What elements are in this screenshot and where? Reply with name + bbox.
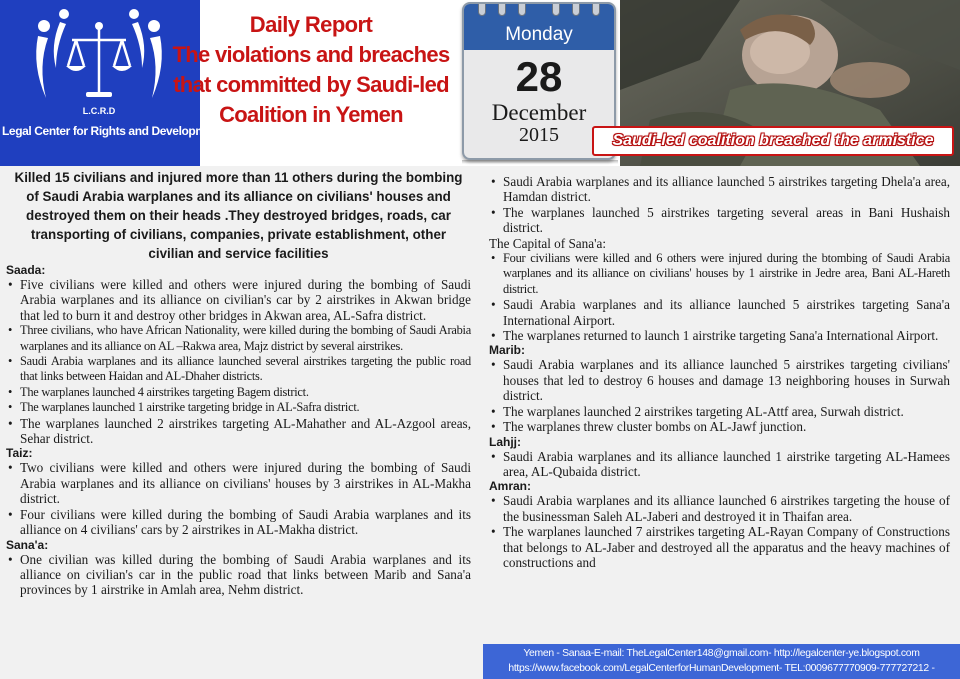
- list-item: • Saudi Arabia warplanes and its alliance launched 5 airstrikes targeting Dhela'a area, Hamdan district.: [489, 174, 950, 205]
- list-item: • Four civilians were killed during the bombing of Saudi Arabia warplanes and its alliance on 4 civilians' cars by 2 airstrikes in AL-Makha district.: [6, 507, 471, 538]
- capital-list: [489, 251, 950, 343]
- logo-text: L.C.R.D: [82, 106, 116, 116]
- list-item: • The warplanes launched 2 airstrikes targeting AL-Attf area, Surwah district.: [489, 404, 950, 419]
- list-item: • The warplanes launched 4 airstrikes targeting Bagem district.: [6, 385, 471, 400]
- footer-social-line: https://www.facebook.com/LegalCenterforHumanDevelopment- TEL:0009677770909-777727212 -: [508, 663, 935, 674]
- calendar-ring-icon: [592, 2, 600, 16]
- list-item: • Saudi Arabia warplanes and its alliance launched 6 airstrikes targeting the house of the businessman Saleh AL-Jaberi and destroyed it in Thaifan area.: [489, 493, 950, 524]
- saada-list: [6, 277, 471, 446]
- summary-text: Killed 15 civilians and injured more than 11 others during the bombing of Saudi Arabia warplanes and its alliance on civilians' houses and destroyed them on their heads .They destroyed bridges, roads, car transporting of civilians, companies, private establishment, other civilian and service facilities: [14, 170, 463, 261]
- list-item: • The warplanes launched 2 airstrikes targeting AL-Mahather and AL-Azgool areas, Sehar district.: [6, 416, 471, 447]
- section-title-lahjj: Lahjj:: [489, 434, 521, 449]
- section-title-taiz: Taiz:: [6, 446, 33, 461]
- calendar-ring-icon: [518, 2, 526, 16]
- photo-caption: Saudi-led coalition breached the armistice: [592, 126, 954, 156]
- calendar-shadow: [462, 160, 618, 164]
- section-title-amran: Amran:: [489, 479, 532, 494]
- list-item: • Saudi Arabia warplanes and its alliance launched 5 airstrikes targeting Sana'a International Airport.: [489, 297, 950, 328]
- organization-name: Legal Center for Rights and Development: [2, 124, 223, 138]
- list-item: • The warplanes launched 1 airstrike targeting bridge in AL-Safra district.: [6, 400, 471, 415]
- calendar-month: December: [491, 100, 587, 125]
- list-item: • Three civilians, who have African Nationality, were killed during the bombing of Saudi Arabia warplanes and its alliance on AL –Rakwa area, Majz district by several airstrikes.: [6, 323, 471, 354]
- lcrd-logo-icon: [24, 6, 174, 120]
- calendar-ring-icon: [498, 2, 506, 16]
- footer-contact-line: Yemen - Sanaa-E-mail: TheLegalCenter148@gmail.com- http://legalcenter-ye.blogspot.com: [523, 648, 920, 659]
- marib-list: [489, 357, 950, 434]
- list-item: • The warplanes returned to launch 1 airstrike targeting Sana'a International Airport.: [489, 328, 950, 343]
- calendar-ring-icon: [478, 2, 486, 16]
- list-item: • The warplanes launched 7 airstrikes targeting AL-Rayan Company of Constructions that belongs to AL-Jaber and destroyed all the apparatus and the heavy machines of constructions and: [489, 524, 950, 570]
- section-title-saada: Saada:: [6, 263, 46, 277]
- report-title: [160, 10, 462, 130]
- title-violations: The violations and breaches that committed by Saudi-led Coalition in Yemen: [172, 42, 450, 127]
- list-item: • The warplanes threw cluster bombs on AL-Jawf junction.: [489, 419, 950, 434]
- calendar-ring-icon: [572, 2, 580, 16]
- list-item: • Saudi Arabia warplanes and its alliance launched 1 airstrike targeting AL-Hamees area, AL-Qubaida district.: [489, 449, 950, 480]
- title-daily-report: Daily Report: [249, 12, 373, 37]
- list-item: • Five civilians were killed and others were injured during the bombing of Saudi Arabia warplanes and its alliance on civilian's car by 2 airstrikes in Akwan bridge that led to burn it and destroy other bridges in Akwan area, AL-Safra district.: [6, 277, 471, 323]
- lahjj-list: [489, 449, 950, 480]
- sanaa-list-continued: [489, 174, 950, 236]
- report-header: [0, 0, 960, 166]
- calendar-day: Monday: [505, 24, 573, 45]
- report-right-column: [483, 166, 960, 644]
- calendar-ring-icon: [552, 2, 560, 16]
- list-item: • The warplanes launched 5 airstrikes targeting several areas in Bani Hushaish district.: [489, 205, 950, 236]
- list-item: • Four civilians were killed and 6 others were injured during the btombing of Saudi Arabia warplanes and its alliance on civilians' houses by 1 airstrike in Jedre area, Bani AL-Hareth district.: [489, 251, 950, 297]
- report-left-column: [0, 166, 483, 679]
- list-item: • Saudi Arabia warplanes and its alliance launched 5 airstrikes targeting civilians' houses that led to destroy 6 houses and damage 13 neighboring houses in Surwah district.: [489, 357, 950, 403]
- sanaa-list: [6, 552, 471, 598]
- contact-footer: [483, 644, 960, 679]
- section-title-capital: The Capital of Sana'a:: [489, 235, 606, 251]
- list-item: • One civilian was killed during the bombing of Saudi Arabia warplanes and its alliance on civilian's car in the public road that links between Marib and Sana'a provinces by 1 airstrike in Amlah area, Nehm district.: [6, 552, 471, 598]
- calendar-date: 28: [515, 53, 563, 100]
- list-item: • Saudi Arabia warplanes and its alliance launched several airstrikes targeting the public road that links between Haidan and AL-Dhaher districts.: [6, 354, 471, 385]
- list-item: • Two civilians were killed and others were injured during the bombing of Saudi Arabia warplanes and its alliance on civilians' houses by 3 airstrikes in AL-Makha district.: [6, 460, 471, 506]
- taiz-list: [6, 460, 471, 537]
- section-title-sanaa: Sana'a:: [6, 537, 49, 552]
- section-title-marib: Marib:: [489, 343, 525, 358]
- calendar-year: 2015: [519, 124, 559, 146]
- amran-list: [489, 493, 950, 570]
